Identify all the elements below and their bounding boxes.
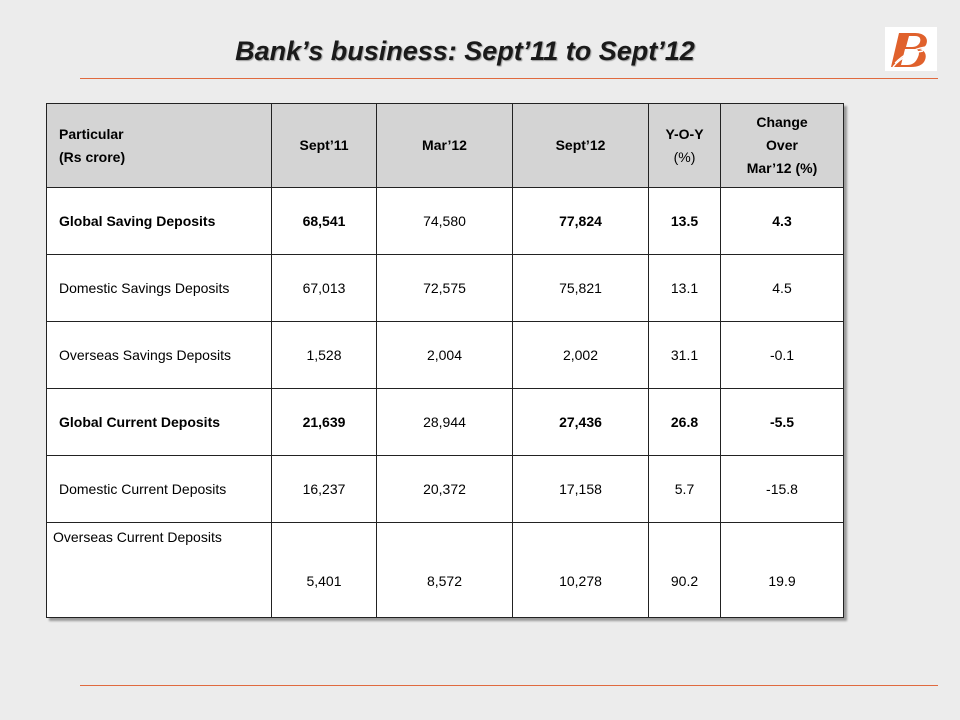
table-row: [47, 255, 844, 322]
table-row: [47, 523, 844, 618]
header-change-line3: Mar’12 (%): [746, 160, 818, 176]
cell-yoy: 13.5: [649, 188, 721, 255]
header-sept11-label: Sept’11: [299, 137, 349, 153]
top-divider: [80, 78, 938, 79]
cell-sept12: 75,821: [513, 255, 649, 322]
header-change-line2: Over: [766, 137, 798, 153]
cell-sept11: 21,639: [272, 389, 377, 456]
row-label: Global Current Deposits: [47, 389, 272, 456]
header-particular: [47, 104, 272, 188]
cell-sept12: 77,824: [513, 188, 649, 255]
cell-change: 4.5: [721, 255, 844, 322]
table-row: [47, 188, 844, 255]
header-sept12-label: Sept’12: [555, 137, 606, 153]
cell-sept12: 10,278: [513, 523, 649, 618]
table-row: [47, 322, 844, 389]
header-yoy-line1: Y-O-Y: [665, 125, 704, 142]
cell-mar12: 8,572: [377, 523, 513, 618]
cell-change: 19.9: [721, 523, 844, 618]
business-table: [46, 103, 844, 618]
cell-yoy: 90.2: [649, 523, 721, 618]
header-change: [721, 104, 844, 188]
header-yoy-line2: (%): [673, 148, 696, 165]
header-yoy: [649, 104, 721, 188]
cell-sept11: 68,541: [272, 188, 377, 255]
cell-change: -0.1: [721, 322, 844, 389]
cell-sept11: 1,528: [272, 322, 377, 389]
row-label: Global Saving Deposits: [47, 188, 272, 255]
row-label: Domestic Current Deposits: [47, 456, 272, 523]
table-row: [47, 389, 844, 456]
cell-mar12: 72,575: [377, 255, 513, 322]
cell-sept12: 2,002: [513, 322, 649, 389]
cell-yoy: 13.1: [649, 255, 721, 322]
cell-sept11: 67,013: [272, 255, 377, 322]
cell-mar12: 20,372: [377, 456, 513, 523]
header-sept12: [513, 104, 649, 188]
header-change-line1: Change: [756, 114, 808, 130]
cell-sept12: 17,158: [513, 456, 649, 523]
header-particular-line1: Particular: [59, 125, 124, 142]
table-row: [47, 456, 844, 523]
header-sept11: [272, 104, 377, 188]
cell-yoy: 31.1: [649, 322, 721, 389]
cell-sept11: 16,237: [272, 456, 377, 523]
cell-change: -5.5: [721, 389, 844, 456]
row-label: Domestic Savings Deposits: [47, 255, 272, 322]
cell-sept12: 27,436: [513, 389, 649, 456]
cell-mar12: 28,944: [377, 389, 513, 456]
row-label: Overseas Savings Deposits: [47, 322, 272, 389]
bank-of-baroda-logo: [885, 27, 937, 71]
header-particular-line2: (Rs crore): [59, 148, 126, 165]
header-mar12-label: Mar’12: [422, 137, 467, 153]
row-label: Overseas Current Deposits: [47, 523, 272, 618]
bottom-divider: [80, 685, 938, 686]
cell-mar12: 2,004: [377, 322, 513, 389]
cell-sept11: 5,401: [272, 523, 377, 618]
cell-change: -15.8: [721, 456, 844, 523]
cell-yoy: 5.7: [649, 456, 721, 523]
cell-yoy: 26.8: [649, 389, 721, 456]
cell-change: 4.3: [721, 188, 844, 255]
header-mar12: [377, 104, 513, 188]
slide-title: Bank’s business: Sept’11 to Sept’12: [235, 36, 695, 66]
cell-mar12: 74,580: [377, 188, 513, 255]
table-header-row: [47, 104, 844, 188]
